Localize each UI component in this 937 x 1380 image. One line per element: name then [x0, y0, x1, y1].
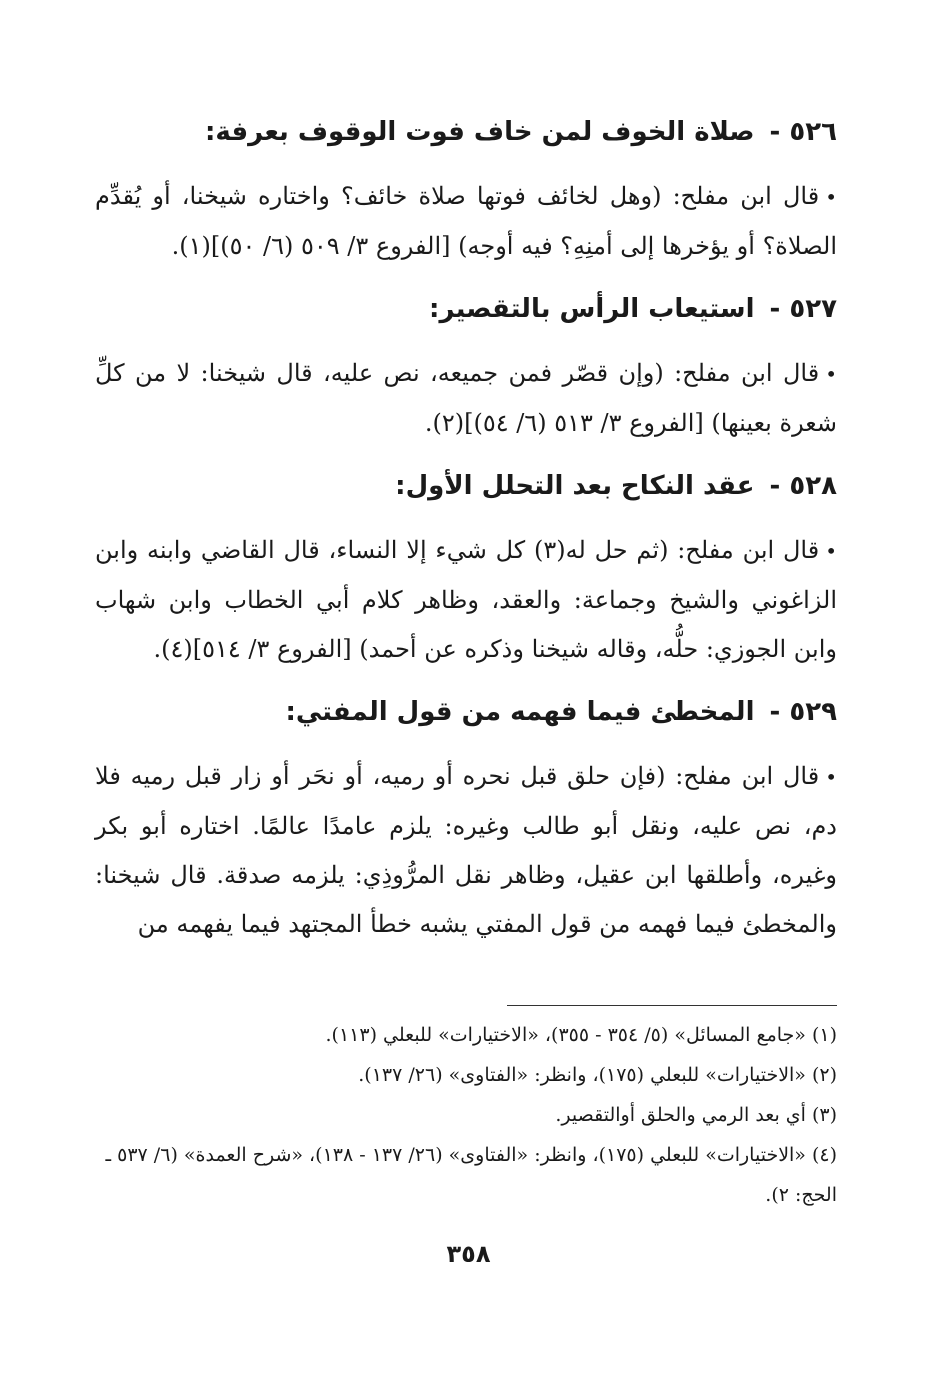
- footnote-text: «جامع المسائل» (٥/ ٣٥٤ - ٣٥٥)، «الاختيارات» للبعلي (١١٣).: [325, 1024, 806, 1046]
- footnote-number: (٤): [811, 1144, 837, 1166]
- section-heading: [95, 287, 837, 331]
- footnotes: [95, 1005, 837, 1215]
- footnote-text: «الاختيارات» للبعلي (١٧٥)، وانظر: «الفتاوى» (٢٦/ ١٣٧).: [358, 1064, 806, 1086]
- section-heading: [95, 690, 837, 734]
- section-heading: [95, 110, 837, 154]
- section-number: ٥٢٧ -: [769, 294, 837, 324]
- section-title: استيعاب الرأس بالتقصير:: [429, 294, 755, 324]
- footnote-text: أي بعد الرمي والحلق أوالتقصير.: [555, 1104, 806, 1126]
- section-heading: [95, 464, 837, 508]
- page-body: [95, 110, 837, 965]
- footnote: [95, 1095, 837, 1135]
- section-number: ٥٢٨ -: [769, 471, 837, 501]
- bullet-icon: •: [825, 539, 837, 563]
- bullet-icon: •: [825, 765, 837, 789]
- section-paragraph: [95, 349, 837, 448]
- section-paragraph: [95, 172, 837, 271]
- paragraph-text: قال ابن مفلح: (ثم حل له(٣) كل شيء إلا النساء، قال القاضي وابنه وابن الزاغوني والشيخ وجماعة: والعقد، وظاهر كلام أبي الخطاب وابن شهاب وابن الجوزي: حلُّه، وقاله شيخنا وذكره عن أحمد) [الفروع ٣/ ٥١٤](٤).: [95, 536, 837, 663]
- footnote-number: (٣): [811, 1104, 837, 1126]
- paragraph-text: قال ابن مفلح: (فإن حلق قبل نحره أو رميه، أو نحَر أو زار قبل رميه فلا دم، نص عليه، ونقل أبو طالب وغيره: يلزم عامدًا عالمًا. اختاره أبو بكر وغيره، وأطلقها ابن عقيل، وظاهر نقل المرُّوذِي: يلزمه صدقة. قال شيخنا: والمخطئ فيما فهمه من قول المفتي يشبه خطأ المجتهد فيما يفهمه من: [95, 762, 837, 938]
- section-number: ٥٢٩ -: [769, 697, 837, 727]
- page-number: ٣٥٨: [446, 1240, 491, 1268]
- bullet-icon: •: [825, 362, 837, 386]
- footnote-text: «الاختيارات» للبعلي (١٧٥)، وانظر: «الفتاوى» (٢٦/ ١٣٧ - ١٣٨)، «شرح العمدة» (٦/ ٥٣٧ ـ الحج: ٢).: [105, 1144, 837, 1206]
- section-title: عقد النكاح بعد التحلل الأول:: [395, 471, 755, 501]
- footnote: [95, 1055, 837, 1095]
- paragraph-text: قال ابن مفلح: (وهل لخائف فوتها صلاة خائف؟ واختاره شيخنا، أو يُقدِّم الصلاة؟ أو يؤخرها إلى أمنِهِ؟ فيه أوجه) [الفروع ٣/ ٥٠٩ (٦/ ٥٠)](١).: [95, 182, 837, 260]
- footnote: [95, 1135, 837, 1215]
- section-paragraph: [95, 752, 837, 949]
- section-paragraph: [95, 526, 837, 674]
- footnote: [95, 1015, 837, 1055]
- footnote-number: (١): [811, 1024, 837, 1046]
- footnote-separator: [507, 1005, 837, 1006]
- footnote-number: (٢): [811, 1064, 837, 1086]
- paragraph-text: قال ابن مفلح: (وإن قصّر فمن جميعه، نص عليه، قال شيخنا: لا من كلِّ شعرة بعينها) [الفروع ٣/ ٥١٣ (٦/ ٥٤)](٢).: [95, 359, 837, 437]
- section-title: المخطئ فيما فهمه من قول المفتي:: [285, 697, 755, 727]
- bullet-icon: •: [825, 185, 837, 209]
- section-number: ٥٢٦ -: [769, 117, 837, 147]
- section-title: صلاة الخوف لمن خاف فوت الوقوف بعرفة:: [204, 117, 755, 147]
